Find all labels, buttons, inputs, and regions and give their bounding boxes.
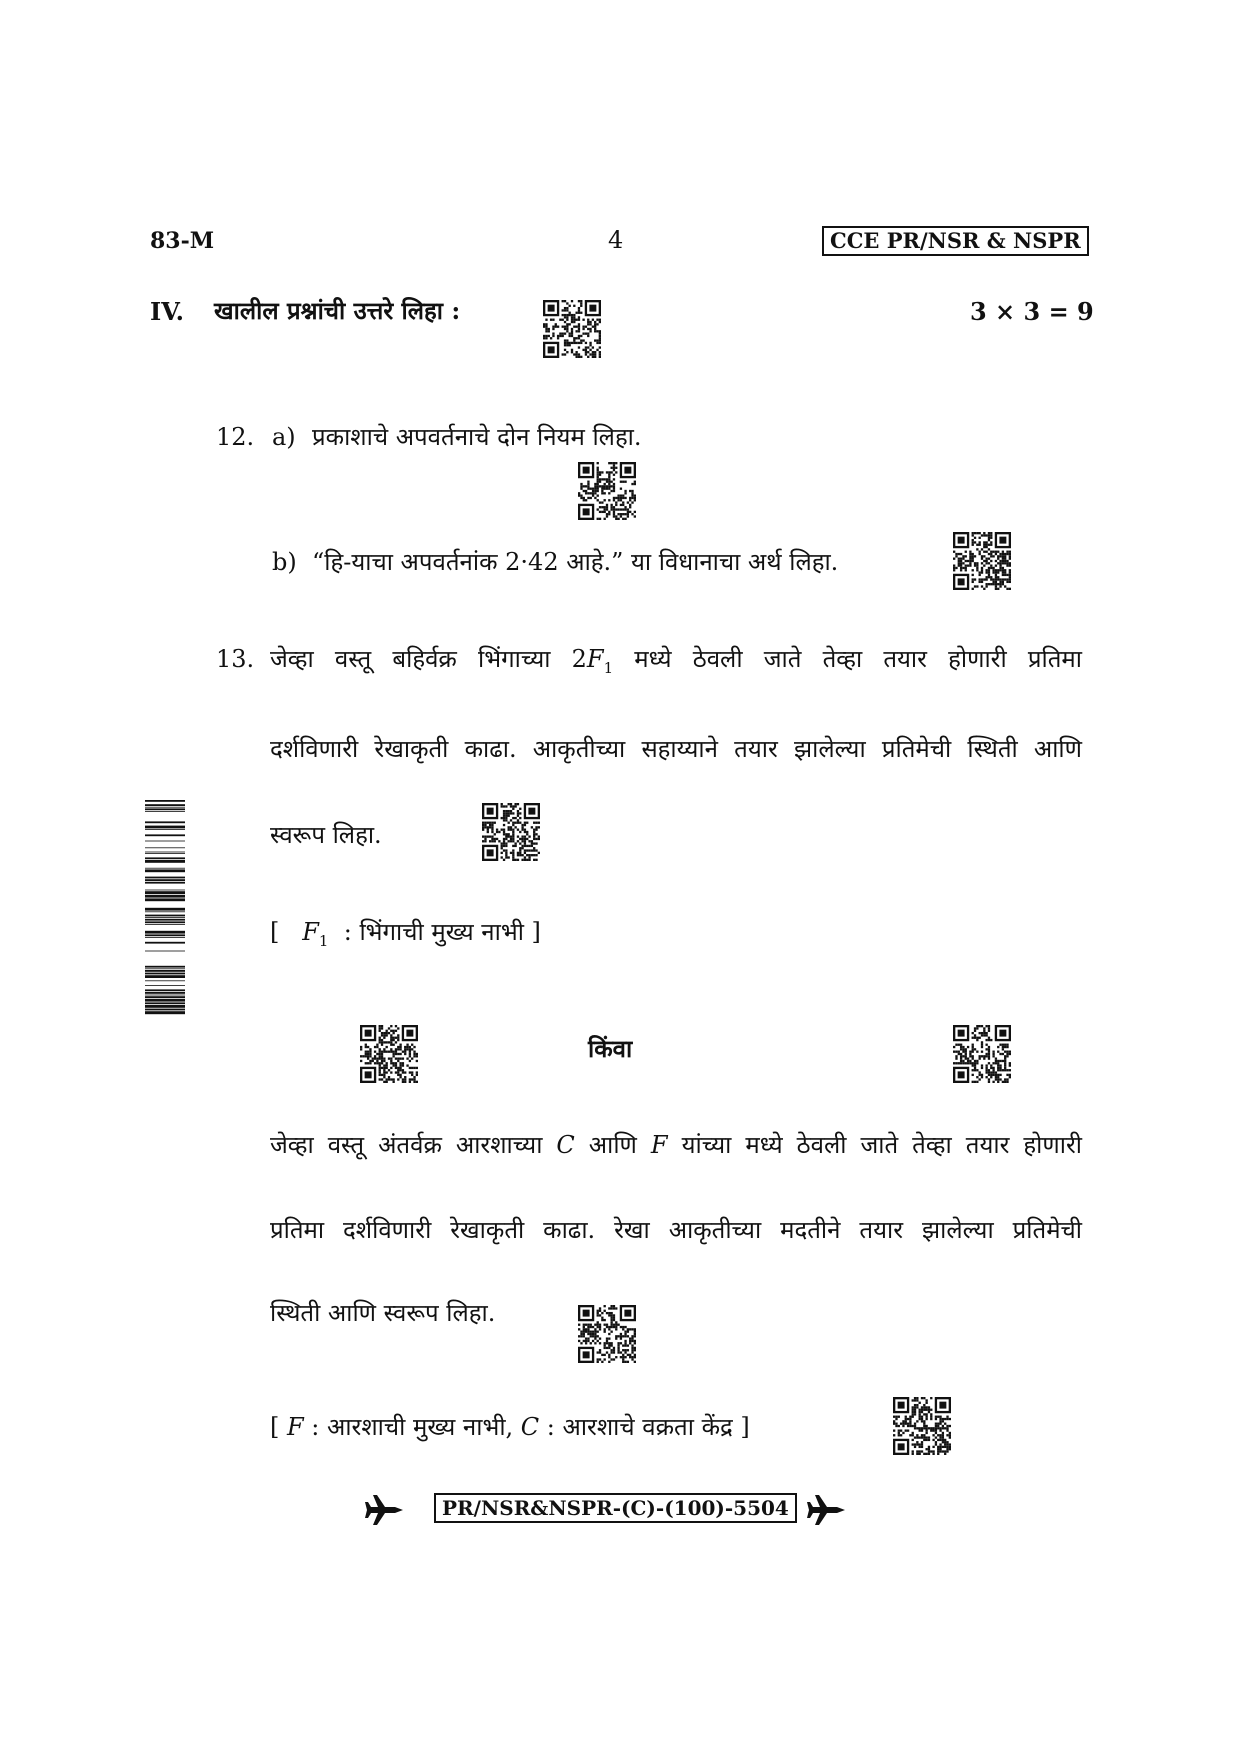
q13-note-open: [: [270, 918, 280, 946]
q13-alt-line1: [270, 1128, 1082, 1161]
airplane-icon: [805, 1490, 845, 1530]
q13-note: [270, 915, 541, 950]
q13-line2: दर्शविणारी रेखाकृती काढा. आकृतीच्या सहाय्याने तयार झालेल्या प्रतिमेची स्थिती आणि: [270, 735, 1082, 763]
exam-code: CCE PR/NSR & NSPR: [822, 226, 1089, 256]
q12-a-label: a): [272, 423, 296, 451]
q13-alt-line1-pre: जेव्हा वस्तू अंतर्वक्र आरशाच्या: [270, 1131, 557, 1159]
page-number: 4: [608, 226, 624, 254]
q13-alt-note-open: [: [270, 1413, 287, 1441]
q13-line1-pre: जेव्हा वस्तू बहिर्वक्र भिंगाच्या 2: [270, 645, 587, 673]
q13-number: 13.: [216, 645, 255, 673]
or-label: किंवा: [588, 1034, 633, 1063]
q12-b-label: b): [272, 548, 297, 576]
section-marks: 3 × 3 = 9: [970, 297, 1094, 326]
q12-b-text: “हि-याचा अपवर्तनांक 2·42 आहे.” या विधानाचा अर्थ लिहा.: [312, 548, 839, 576]
qr-code: [543, 300, 601, 358]
section-instruction: खालील प्रश्नांची उत्तरे लिहा :: [214, 296, 461, 325]
q13-note-var: F: [302, 918, 319, 946]
q13-alt-note-c-text: : आरशाचे वक्रता केंद्र ]: [539, 1413, 750, 1441]
q13-note-sub: 1: [318, 931, 329, 950]
qr-code: [953, 532, 1011, 590]
section-roman: IV.: [150, 297, 185, 326]
q12-number: 12.: [216, 423, 255, 451]
airplane-icon: [365, 1490, 405, 1530]
q13-line3: स्वरूप लिहा.: [270, 821, 382, 849]
q13-alt-line3: स्थिती आणि स्वरूप लिहा.: [270, 1299, 496, 1327]
q13-alt-line1-post: यांच्या मध्ये ठेवली जाते तेव्हा तयार होणारी: [667, 1131, 1082, 1159]
q13-alt-note-c: C: [520, 1413, 540, 1441]
q12-a-text: प्रकाशाचे अपवर्तनाचे दोन नियम लिहा.: [312, 423, 642, 451]
qr-code: [578, 462, 636, 520]
q13-line1-post: मध्ये ठेवली जाते तेव्हा तयार होणारी प्रतिमा: [613, 645, 1082, 673]
qr-code: [482, 803, 540, 861]
q13-note-text: : भिंगाची मुख्य नाभी ]: [343, 918, 541, 946]
barcode: [145, 800, 185, 1015]
q13-alt-note: [270, 1410, 750, 1443]
q13-sub-1: 1: [603, 658, 614, 677]
footer-code: PR/NSR&NSPR-(C)-(100)-5504: [434, 1493, 797, 1523]
q13-alt-line1-mid: आणि: [574, 1131, 651, 1159]
q13-alt-line2: प्रतिमा दर्शविणारी रेखाकृती काढा. रेखा आकृतीच्या मदतीने तयार झालेल्या प्रतिमेची: [270, 1216, 1082, 1244]
qr-code: [953, 1025, 1011, 1083]
q13-alt-note-f: F: [287, 1413, 304, 1441]
q13-alt-var-f: F: [650, 1131, 668, 1159]
q13-var-f: F: [586, 645, 604, 673]
paper-code: 83-M: [150, 228, 215, 254]
qr-code: [893, 1397, 951, 1455]
q13-line1: [270, 642, 1082, 677]
q13-alt-note-f-text: : आरशाची मुख्य नाभी,: [303, 1413, 521, 1441]
q13-alt-var-c: C: [556, 1131, 575, 1159]
qr-code: [360, 1025, 418, 1083]
qr-code: [578, 1305, 636, 1363]
